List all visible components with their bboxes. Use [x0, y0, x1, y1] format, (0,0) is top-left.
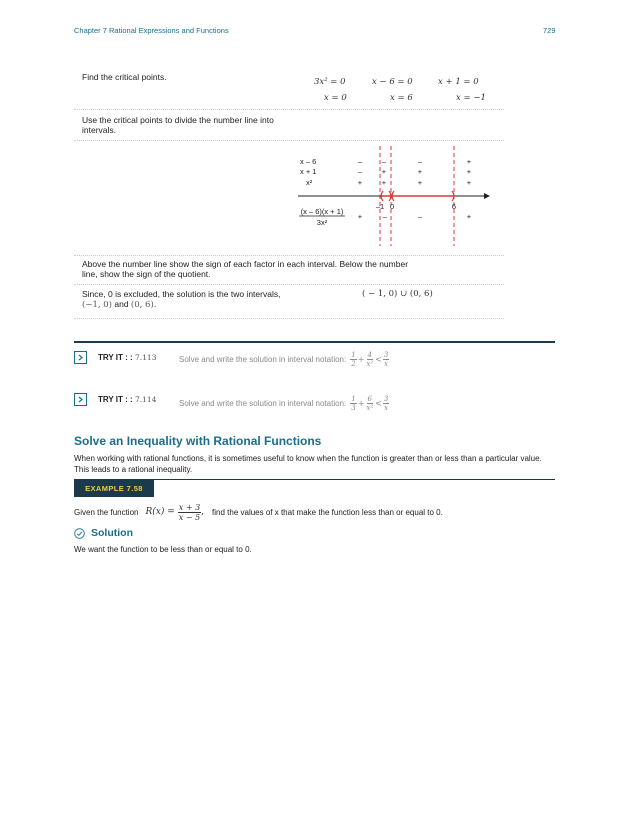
critical-point-label: 6 — [451, 202, 457, 211]
step-3-text: Above the number line show the sign of each factor in each interval. Below the number line, show the sign of the quotient. — [82, 259, 409, 279]
fraction: $\frac{3}{x}$ — [383, 395, 389, 412]
chevron-right-icon — [77, 396, 84, 403]
try-it-problem — [179, 351, 389, 368]
solution-2: x = 6 — [390, 93, 413, 103]
chevron-right-icon — [77, 354, 84, 361]
sign-cell: + — [417, 178, 423, 187]
separator — [74, 140, 504, 141]
quotient-sign: + — [357, 212, 363, 221]
example-text-before: Given the function — [74, 507, 139, 517]
quotient-sign: + — [466, 212, 472, 221]
number-line-arrow — [484, 193, 490, 199]
solution-3: x = −1 — [456, 93, 486, 103]
sign-cell: + — [466, 167, 472, 176]
example-banner — [74, 479, 154, 497]
expand-button[interactable] — [74, 351, 87, 364]
try-it-1 — [74, 348, 554, 372]
section-rule — [74, 341, 555, 343]
step-4-and: and — [114, 299, 129, 309]
try-it-label: TRY IT : : — [98, 395, 133, 404]
function-comma: , — [201, 507, 205, 517]
separator — [74, 109, 504, 110]
step-4-text — [82, 289, 282, 310]
separator — [74, 318, 504, 319]
function-name: R(x) = — [145, 507, 175, 517]
operator: + — [357, 355, 365, 364]
sign-cell: + — [417, 167, 423, 176]
sign-cell: – — [417, 157, 423, 166]
factor-label: x + 1 — [300, 167, 317, 176]
step-4-main: Since, 0 is excluded, the solution is the two intervals, — [82, 289, 281, 299]
sign-cell: – — [357, 167, 363, 176]
quotient-numerator: (x – 6)(x + 1) — [300, 207, 344, 216]
solution-title: Solution — [91, 527, 133, 539]
step-2-text: Use the critical points to divide the number line into intervals. — [82, 115, 274, 135]
try-it-number: 7.114 — [135, 395, 157, 404]
try-it-problem — [179, 395, 389, 412]
solution-interval: ( − 1, 0) ∪ (0, 6) — [362, 289, 433, 299]
function-fraction: $\frac{x + 3}{x - 5}$ — [178, 502, 201, 522]
sign-chart — [280, 142, 500, 254]
interval-a: (−1, 0) — [82, 300, 112, 310]
fraction: $\frac{1}{2}$ — [351, 351, 356, 368]
check-circle-icon — [74, 528, 85, 539]
operator: < — [375, 399, 382, 408]
separator — [74, 255, 504, 256]
section-intro: When working with rational functions, it is sometimes useful to know when the function is greater than or less than a particular value. This leads to a rational inequality. — [74, 454, 542, 474]
expand-button[interactable] — [74, 393, 87, 406]
example-problem — [74, 500, 554, 524]
factor-label: x – 6 — [300, 157, 317, 166]
equation-2: x − 6 = 0 — [372, 77, 413, 87]
try-it-2 — [74, 390, 554, 414]
sign-cell: + — [466, 157, 472, 166]
solution-1: x = 0 — [324, 93, 347, 103]
equation-1: 3x² = 0 — [314, 77, 346, 87]
section-title: Solve an Inequality with Rational Functions — [74, 434, 322, 448]
fraction: $\frac{4}{\text{x²}}$ — [366, 351, 374, 368]
example-rule — [154, 479, 555, 480]
step-1-text: Find the critical points. — [82, 72, 167, 82]
quotient-sign: – — [382, 212, 388, 221]
operator: + — [357, 399, 365, 408]
sign-cell: + — [466, 178, 472, 187]
example-label: EXAMPLE 7.58 — [85, 483, 143, 493]
try-it-prompt: Solve and write the solution in interval notation: — [179, 399, 347, 408]
fraction: $\frac{3}{x}$ — [383, 351, 389, 368]
operator: < — [375, 355, 382, 364]
critical-point-label: 0 — [389, 202, 395, 211]
equation-3: x + 1 = 0 — [438, 77, 479, 87]
solution-text: We want the function to be less than or equal to 0. — [74, 545, 252, 554]
quotient-sign: – — [417, 212, 423, 221]
quotient-denominator: 3x² — [316, 218, 328, 227]
fraction: $\frac{1}{3}$ — [351, 395, 356, 412]
separator — [74, 284, 504, 285]
sign-cell: + — [381, 167, 387, 176]
sign-cell: + — [381, 178, 387, 187]
fraction: $\frac{6}{\text{x²}}$ — [366, 395, 374, 412]
solution-heading — [74, 527, 133, 539]
example-text-after: find the values of x that make the function less than or equal to 0. — [212, 507, 443, 517]
critical-point-label: –1 — [375, 202, 385, 211]
try-it-number: 7.113 — [135, 353, 157, 362]
try-it-prompt: Solve and write the solution in interval notation: — [179, 355, 347, 364]
chapter-header: Chapter 7 Rational Expressions and Functions — [74, 26, 229, 35]
interval-b: (0, 6). — [130, 300, 157, 310]
try-it-label: TRY IT : : — [98, 353, 133, 362]
page-number: 729 — [543, 26, 556, 35]
sign-cell: + — [357, 178, 363, 187]
sign-cell: – — [381, 157, 387, 166]
sign-cell: – — [357, 157, 363, 166]
factor-label: x² — [306, 178, 313, 187]
